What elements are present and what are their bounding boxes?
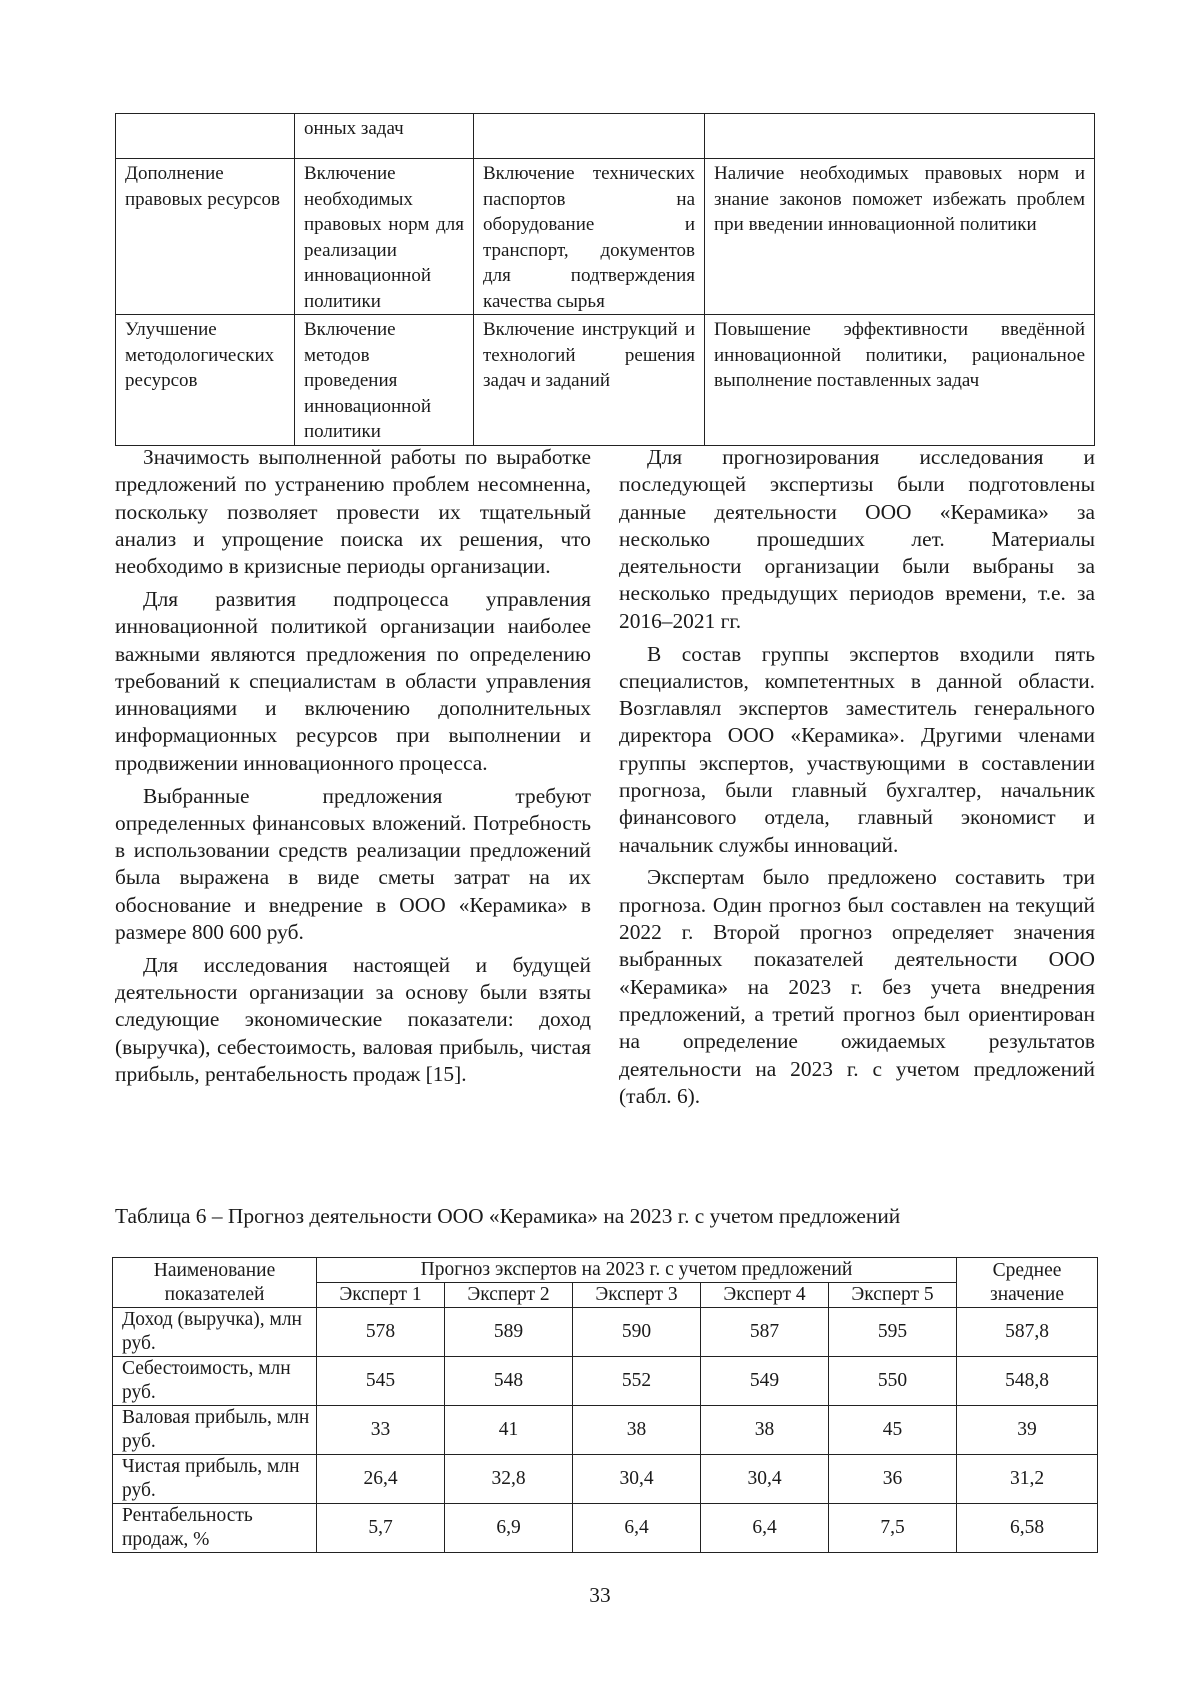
page-number: 33	[589, 1583, 611, 1607]
table-cell: 5,7	[317, 1504, 445, 1553]
table-row	[116, 159, 1095, 315]
average-cell: 6,58	[957, 1504, 1098, 1553]
table-row	[116, 114, 1095, 159]
table-header-row	[113, 1258, 1098, 1283]
header-expert-group: Прогноз экспертов на 2023 г. с учетом предложений	[317, 1258, 957, 1283]
table-cell: онных задач	[295, 114, 474, 159]
row-label: Себестоимость, млн руб.	[113, 1357, 317, 1406]
table-cell: 545	[317, 1357, 445, 1406]
paragraph: Значимость выполненной работы по выработке предложений по устранению проблем несомненна, поскольку позволяет провести их тщательный анализ и упрощение поиска их решения, что необходимо в кризисные периоды организации.	[115, 445, 591, 579]
row-label: Рентабельность продаж, %	[113, 1504, 317, 1553]
table-cell: 32,8	[445, 1455, 573, 1504]
table-cell	[705, 114, 1095, 159]
table-cell: 6,9	[445, 1504, 573, 1553]
table-cell	[474, 114, 705, 159]
table-cell: Включение методов проведения инновационной политики	[295, 315, 474, 446]
table-cell: 550	[829, 1357, 957, 1406]
header-average: Среднее значение	[957, 1258, 1098, 1308]
table-cell: 587	[701, 1308, 829, 1357]
average-cell: 31,2	[957, 1455, 1098, 1504]
table-cell: Дополнение правовых ресурсов	[116, 159, 295, 315]
left-text-column	[115, 444, 591, 1094]
average-cell: 587,8	[957, 1308, 1098, 1357]
table-cell: Наличие необходимых правовых норм и знание законов поможет избежать проблем при введении инновационной политики	[705, 159, 1095, 315]
table-cell: 595	[829, 1308, 957, 1357]
table-cell	[116, 114, 295, 159]
table-cell: 6,4	[573, 1504, 701, 1553]
table-cell: 41	[445, 1406, 573, 1455]
table-row	[113, 1455, 1098, 1504]
table-cell: 30,4	[701, 1455, 829, 1504]
table-cell: 36	[829, 1455, 957, 1504]
paragraph: Экспертам было предложено составить три прогноза. Один прогноз был составлен на текущий 2022 г. Второй прогноз определяет значения выбранных показателей деятельности ООО «Керамика» на 2023 г. без учета внедрения предложений, а третий прогноз был ориентирован на определение ожидаемых результатов деятельности на 2023 г. с учетом предложений (табл. 6).	[619, 865, 1095, 1108]
row-label: Чистая прибыль, млн руб.	[113, 1455, 317, 1504]
table-cell: 590	[573, 1308, 701, 1357]
table-cell: 548	[445, 1357, 573, 1406]
table-row	[113, 1504, 1098, 1553]
table-row	[113, 1406, 1098, 1455]
row-label: Доход (выручка), млн руб.	[113, 1308, 317, 1357]
header-expert: Эксперт 3	[573, 1283, 701, 1308]
innovation-resources-table	[115, 113, 1095, 446]
row-label: Валовая прибыль, млн руб.	[113, 1406, 317, 1455]
table-cell: Включение необходимых правовых норм для реализации инновационной политики	[295, 159, 474, 315]
table-cell: Повышение эффективности введённой инновационной политики, рациональное выполнение поставленных задач	[705, 315, 1095, 446]
header-expert: Эксперт 2	[445, 1283, 573, 1308]
table-cell: 45	[829, 1406, 957, 1455]
table-cell: 578	[317, 1308, 445, 1357]
table-cell: 552	[573, 1357, 701, 1406]
table-cell: Включение инструкций и технологий решения задач и заданий	[474, 315, 705, 446]
table-cell: 26,4	[317, 1455, 445, 1504]
table-cell: 38	[701, 1406, 829, 1455]
table-cell: 38	[573, 1406, 701, 1455]
paragraph: Для развития подпроцесса управления инновационной политикой организации наиболее важными являются предложения по определению требований к специалистам в области управления инновациями и включению дополнительных информационных ресурсов при выполнении и продвижении инновационного процесса.	[115, 586, 591, 775]
paragraph: В состав группы экспертов входили пять специалистов, компетентных в данной области. Возглавлял экспертов заместитель генерального директора ООО «Керамика». Другими членами группы экспертов, участвующими в составлении прогноза, были главный бухгалтер, начальник финансового отдела, главный экономист и начальник службы инноваций.	[619, 641, 1095, 857]
table-cell: Улучшение методологических ресурсов	[116, 315, 295, 446]
header-expert: Эксперт 4	[701, 1283, 829, 1308]
average-cell: 39	[957, 1406, 1098, 1455]
table-cell: 6,4	[701, 1504, 829, 1553]
table-row	[116, 315, 1095, 446]
table-caption: Таблица 6 – Прогноз деятельности ООО «Керамика» на 2023 г. с учетом предложений	[115, 1204, 901, 1228]
table-cell: Включение технических паспортов на оборудование и транспорт, документов для подтверждения качества сырья	[474, 159, 705, 315]
table-row	[113, 1357, 1098, 1406]
header-indicator-name: Наименование показателей	[113, 1258, 317, 1308]
table-cell: 589	[445, 1308, 573, 1357]
average-cell: 548,8	[957, 1357, 1098, 1406]
table-cell: 33	[317, 1406, 445, 1455]
table-cell: 30,4	[573, 1455, 701, 1504]
forecast-table	[112, 1257, 1098, 1553]
right-text-column	[619, 444, 1095, 1116]
header-expert: Эксперт 1	[317, 1283, 445, 1308]
table-cell: 549	[701, 1357, 829, 1406]
table-cell: 7,5	[829, 1504, 957, 1553]
paragraph: Для исследования настоящей и будущей деятельности организации за основу были взяты следующие экономические показатели: доход (выручка), себестоимость, валовая прибыль, чистая прибыль, рентабельность продаж [15].	[115, 952, 591, 1087]
header-expert: Эксперт 5	[829, 1283, 957, 1308]
table-row	[113, 1308, 1098, 1357]
paragraph: Для прогнозирования исследования и последующей экспертизы были подготовлены данные деятельности ООО «Керамика» за несколько прошедших лет. Материалы деятельности организации были выбраны за несколько предыдущих периодов времени, т.е. за 2016–2021 гг.	[619, 445, 1095, 633]
paragraph: Выбранные предложения требуют определенных финансовых вложений. Потребность в использовании средств реализации предложений была выражена в виде сметы затрат на их обоснование и внедрение в ООО «Керамика» в размере 800 600 руб.	[115, 783, 591, 945]
